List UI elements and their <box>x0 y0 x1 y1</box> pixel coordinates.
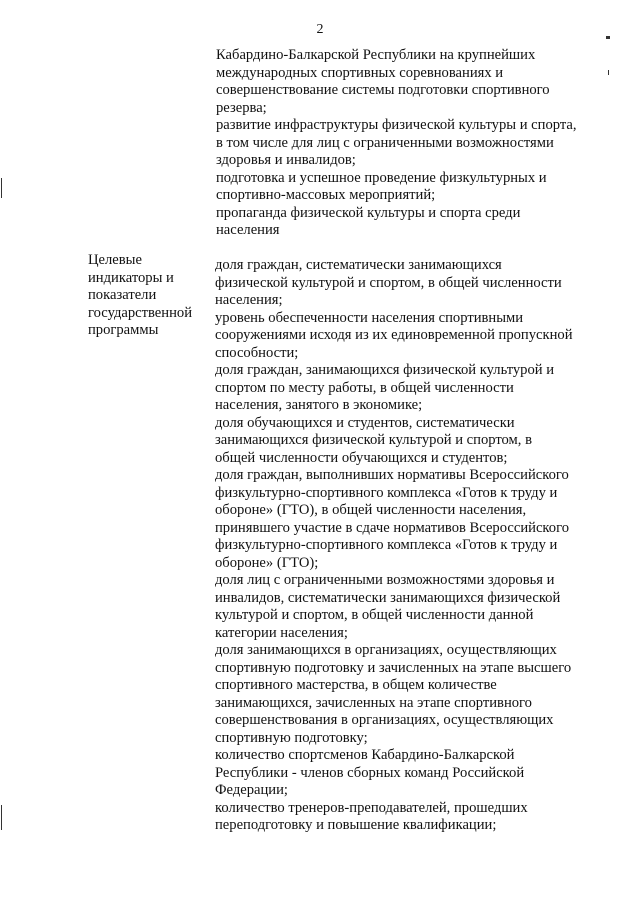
goals-text-line: здоровья и инвалидов; <box>216 152 356 168</box>
indicator-text-line: спортивную подготовку; <box>215 729 368 746</box>
goals-text-line: населения <box>216 222 280 238</box>
goals-text-line: международных спортивных соревнованиях и <box>216 64 504 81</box>
indicator-text-line: доля граждан, систематически занимающихся <box>215 257 502 273</box>
indicator-text-line: категории населения; <box>215 624 348 641</box>
label-text-line: Целевые <box>88 252 142 268</box>
indicator-text-line: количество тренеров-преподавателей, прошедших <box>215 799 528 816</box>
indicator-text-line: культурой и спортом, в общей численности данной <box>215 607 534 623</box>
indicator-text-line: занимающихся, зачисленных на этапе спортивного <box>215 694 532 711</box>
goals-text-line: в том числе для лиц с ограниченными возможностями <box>216 134 554 151</box>
indicator-text-line: спортом по месту работы, в общей численности <box>215 379 514 396</box>
indicator-text-line: доля занимающихся в организациях, осуществляющих <box>215 642 557 658</box>
goals-text-line: резерва; <box>216 99 267 116</box>
indicator-text-line: Республики - членов сборных команд Российской <box>215 764 525 781</box>
indicator-text-line: инвалидов, систематически занимающихся физической <box>215 589 561 606</box>
indicator-text-line: обороне» (ГТО); <box>215 554 319 571</box>
indicator-text-line: совершенствования в организациях, осуществляющих <box>215 712 554 728</box>
indicator-text-line: доля граждан, занимающихся физической культурой и <box>215 362 555 378</box>
indicator-text-line: населения; <box>215 292 283 308</box>
indicator-text-line: спортивного мастерства, в общем количестве <box>215 677 497 693</box>
label-text-line: показатели <box>88 287 157 303</box>
indicator-text-line: обороне» (ГТО), в общей численности населения, <box>215 502 527 518</box>
indicator-text-line: доля граждан, выполнивших нормативы Всероссийского <box>215 467 569 483</box>
indicator-text-line: принявшего участие в сдаче нормативов Всероссийского <box>215 519 569 536</box>
scan-speck <box>608 70 609 75</box>
page-number: 2 <box>316 22 324 37</box>
indicator-text-line: населения, занятого в экономике; <box>215 397 423 413</box>
indicator-text-line: доля обучающихся и студентов, систематически <box>215 414 515 431</box>
indicator-text-line: количество спортсменов Кабардино-Балкарской <box>215 747 515 763</box>
target-indicators-list <box>215 257 573 835</box>
label-text-line: государственной <box>88 304 193 321</box>
label-text-line: индикаторы и <box>88 269 174 286</box>
goals-text-line: пропаганда физической культуры и спорта среди <box>216 204 521 221</box>
indicator-text-line: занимающихся физической культурой и спортом, в <box>215 432 532 448</box>
indicator-text-line: физкультурно-спортивного комплекса «Готов к труду и <box>215 484 558 501</box>
goals-text-line: развитие инфраструктуры физической культуры и спорта, <box>216 117 577 133</box>
goals-continuation <box>216 47 577 240</box>
indicator-text-line: общей численности обучающихся и студентов; <box>215 449 508 466</box>
indicator-text-line: способности; <box>215 344 299 361</box>
goals-text-line: Кабардино-Балкарской Республики на крупнейших <box>216 47 536 63</box>
scan-speck <box>1 805 2 830</box>
target-indicators-label <box>88 252 203 340</box>
goals-text-line: спортивно-массовых мероприятий; <box>216 187 436 203</box>
indicator-text-line: Федерации; <box>215 782 288 798</box>
goals-text-line: совершенствование системы подготовки спортивного <box>216 82 550 98</box>
indicator-text-line: спортивную подготовку и зачисленных на этапе высшего <box>215 659 572 676</box>
label-text-line: программы <box>88 322 159 338</box>
indicator-text-line: физической культурой и спортом, в общей численности <box>215 274 562 291</box>
indicator-text-line: уровень обеспеченности населения спортивными <box>215 309 524 326</box>
indicator-text-line: сооружениями исходя из их единовременной пропускной <box>215 327 573 343</box>
goals-text-line: подготовка и успешное проведение физкультурных и <box>216 169 547 186</box>
indicator-text-line: переподготовку и повышение квалификации; <box>215 817 497 833</box>
scan-speck <box>1 178 2 198</box>
indicator-text-line: физкультурно-спортивного комплекса «Готов к труду и <box>215 537 558 553</box>
scan-speck <box>606 36 610 39</box>
indicator-text-line: доля лиц с ограниченными возможностями здоровья и <box>215 572 555 588</box>
